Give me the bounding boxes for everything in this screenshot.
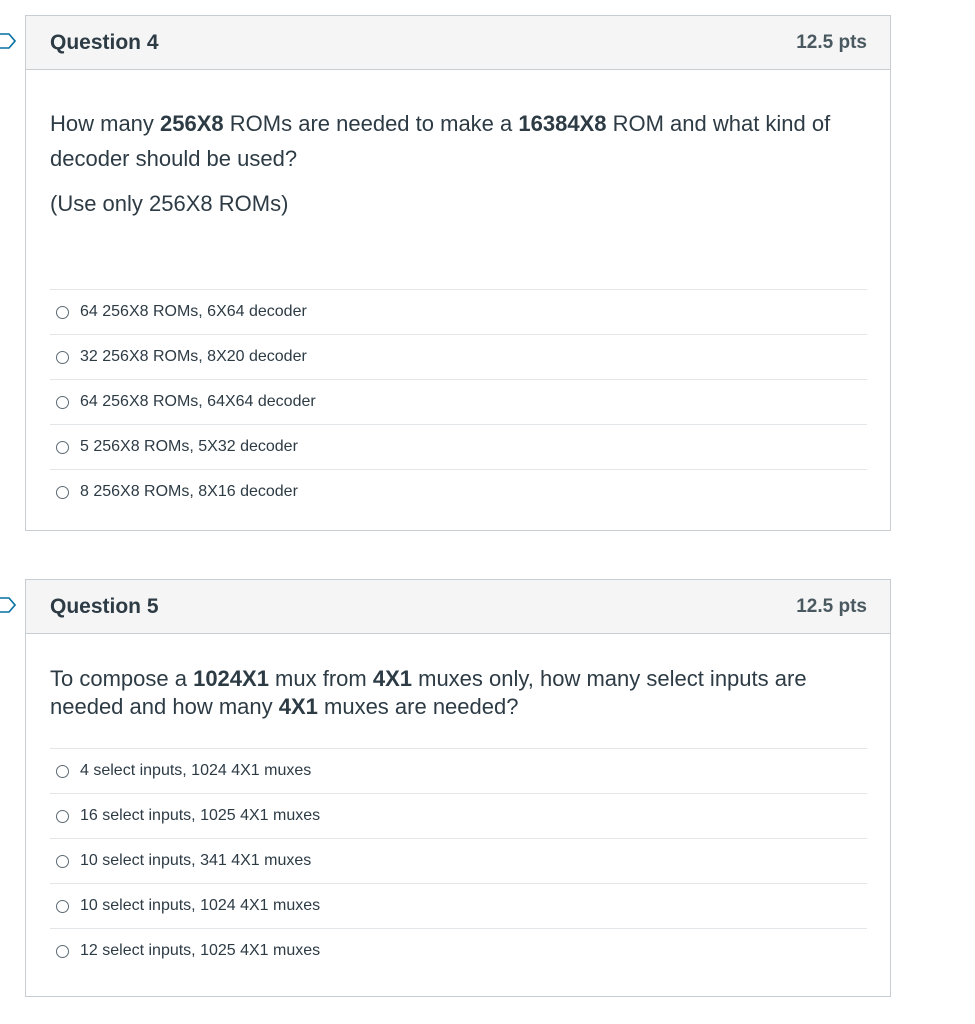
question-text: How many 256X8 ROMs are needed to make a 16384X8 ROM and what kind of decoder should be used? [50, 111, 831, 171]
answer-option[interactable] [50, 425, 867, 470]
question-header [26, 16, 890, 70]
question-header [26, 580, 890, 634]
question-points: 12.5 pts [796, 595, 867, 617]
radio-button[interactable] [56, 396, 69, 409]
question-card-4 [25, 15, 891, 531]
flag-question-icon[interactable] [0, 32, 16, 50]
answer-option[interactable] [50, 749, 867, 794]
answer-list [50, 748, 867, 973]
radio-button[interactable] [56, 855, 69, 868]
question-points: 12.5 pts [796, 31, 867, 53]
question-title: Question 5 [50, 594, 159, 618]
answer-label: 64 256X8 ROMs, 64X64 decoder [80, 393, 316, 410]
answer-label: 10 select inputs, 341 4X1 muxes [80, 852, 312, 869]
answer-option[interactable] [50, 794, 867, 839]
answer-label: 4 select inputs, 1024 4X1 muxes [80, 762, 312, 779]
answer-label: 12 select inputs, 1025 4X1 muxes [80, 942, 321, 959]
answer-label: 8 256X8 ROMs, 8X16 decoder [80, 483, 298, 500]
radio-button[interactable] [56, 351, 69, 364]
answer-option[interactable] [50, 380, 867, 425]
answer-label: 32 256X8 ROMs, 8X20 decoder [80, 348, 307, 365]
radio-button[interactable] [56, 441, 69, 454]
answer-label: 64 256X8 ROMs, 6X64 decoder [80, 303, 307, 320]
answer-option[interactable] [50, 839, 867, 884]
question-card-5 [25, 579, 891, 997]
radio-button[interactable] [56, 306, 69, 319]
answer-option[interactable] [50, 470, 867, 514]
question-note: (Use only 256X8 ROMs) [50, 191, 289, 216]
answer-label: 10 select inputs, 1024 4X1 muxes [80, 897, 321, 914]
question-title: Question 4 [50, 30, 159, 54]
radio-button[interactable] [56, 810, 69, 823]
answer-list [50, 289, 867, 514]
answer-option[interactable] [50, 290, 867, 335]
answer-label: 16 select inputs, 1025 4X1 muxes [80, 807, 321, 824]
question-text: To compose a 1024X1 mux from 4X1 muxes only, how many select inputs are needed and how many 4X1 muxes are needed? [50, 666, 807, 719]
radio-button[interactable] [56, 945, 69, 958]
answer-label: 5 256X8 ROMs, 5X32 decoder [80, 438, 298, 455]
radio-button[interactable] [56, 900, 69, 913]
radio-button[interactable] [56, 765, 69, 778]
flag-question-icon[interactable] [0, 596, 16, 614]
radio-button[interactable] [56, 486, 69, 499]
answer-option[interactable] [50, 929, 867, 973]
answer-option[interactable] [50, 884, 867, 929]
answer-option[interactable] [50, 335, 867, 380]
